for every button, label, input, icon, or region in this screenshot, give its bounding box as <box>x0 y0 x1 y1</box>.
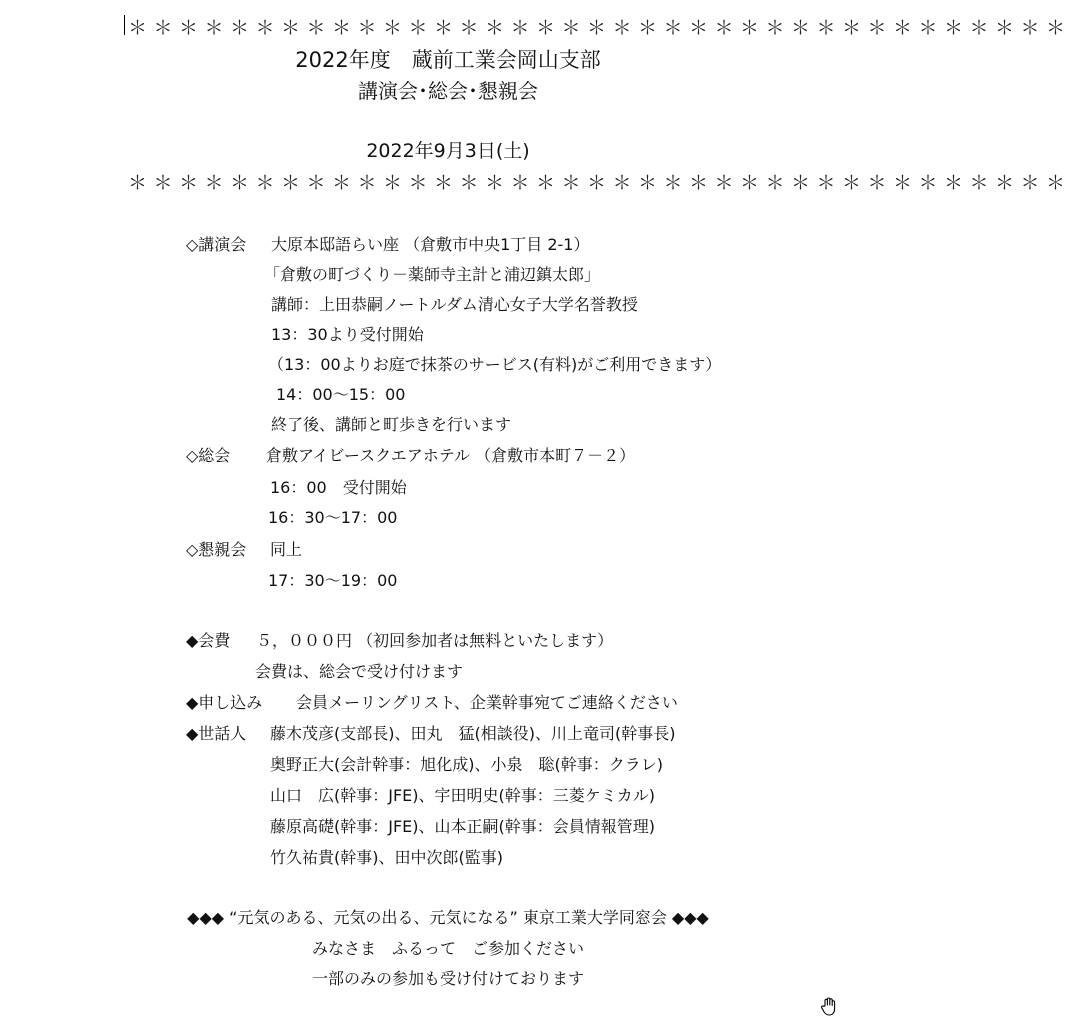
organizer-line: 山口 広(幹事：JFE)、宇田明史(幹事：三菱ケミカル) <box>270 786 656 805</box>
apply-text: 会員メーリングリスト、企業幹事宛てご連絡ください <box>296 693 678 712</box>
lecture-theme: 「倉敷の町づくり－薬師寺主計と浦辺鎮太郎」 <box>264 265 601 284</box>
fee-amount: ５，０００円 （初回参加者は無料といたします） <box>256 631 614 650</box>
page-title: 2022年度 蔵前工業会岡山支部 <box>295 48 601 72</box>
party-venue: 同上 <box>270 540 303 559</box>
footer-partial-note: 一部のみの参加も受け付けております <box>311 969 584 988</box>
fee-note: 会費は、総会で受け付けます <box>255 662 464 681</box>
party-label: ◇懇親会 <box>186 540 247 559</box>
general-venue: 倉敷アイビースクエアホテル （倉敷市本町７－２） <box>266 446 636 465</box>
organizer-line: 奥野正大(会計幹事：旭化成)、小泉 聡(幹事：クラレ) <box>270 755 663 774</box>
event-date: 2022年9月3日(土) <box>366 140 530 162</box>
lecture-venue: 大原本邸語らい座 （倉敷市中央1丁目 2-1） <box>271 235 590 254</box>
general-reception: 16：00 受付開始 <box>270 478 407 497</box>
lecture-after: 終了後、講師と町歩きを行います <box>271 415 512 434</box>
general-label: ◇総会 <box>186 446 231 465</box>
text-cursor <box>124 15 125 35</box>
lecture-speaker: 講師：上田恭嗣ノートルダム清心女子大学名誉教授 <box>271 295 638 314</box>
lecture-tea-service: （13：00よりお庭で抹茶のサービス(有料)がご利用できます） <box>268 355 722 374</box>
organizer-line: 藤原高礎(幹事：JFE)、山本正嗣(幹事：会員情報管理) <box>270 817 656 836</box>
stars-top-divider: ＊＊＊＊＊＊＊＊＊＊＊＊＊＊＊＊＊＊＊＊＊＊＊＊＊＊＊＊＊＊＊＊＊＊＊＊＊ <box>128 17 1072 39</box>
lecture-label: ◇講演会 <box>186 235 247 254</box>
party-time: 17：30～19：00 <box>268 571 398 590</box>
general-time: 16：30～17：00 <box>268 508 398 527</box>
page-subtitle: 講演会･総会･懇親会 <box>358 79 538 103</box>
organizers-label: ◆世話人 <box>186 724 247 743</box>
hand-pointer-icon <box>820 997 838 1017</box>
apply-label: ◆申し込み <box>186 693 263 712</box>
fee-label: ◆会費 <box>186 631 231 650</box>
organizer-line: 藤木茂彦(支部長)、田丸 猛(相談役)、川上竜司(幹事長) <box>270 724 676 743</box>
footer-invite: みなさま ふるって ご参加ください <box>311 939 584 958</box>
organizer-line: 竹久祐貴(幹事)、田中次郎(監事) <box>270 848 503 867</box>
lecture-reception: 13：30より受付開始 <box>271 325 424 344</box>
lecture-time: 14：00～15：00 <box>276 385 406 404</box>
footer-slogan: ◆◆◆ “元気のある、元気の出る、元気になる” 東京工業大学同窓会 ◆◆◆ <box>187 908 709 927</box>
stars-bottom-divider: ＊＊＊＊＊＊＊＊＊＊＊＊＊＊＊＊＊＊＊＊＊＊＊＊＊＊＊＊＊＊＊＊＊＊＊＊＊ <box>128 172 1072 194</box>
